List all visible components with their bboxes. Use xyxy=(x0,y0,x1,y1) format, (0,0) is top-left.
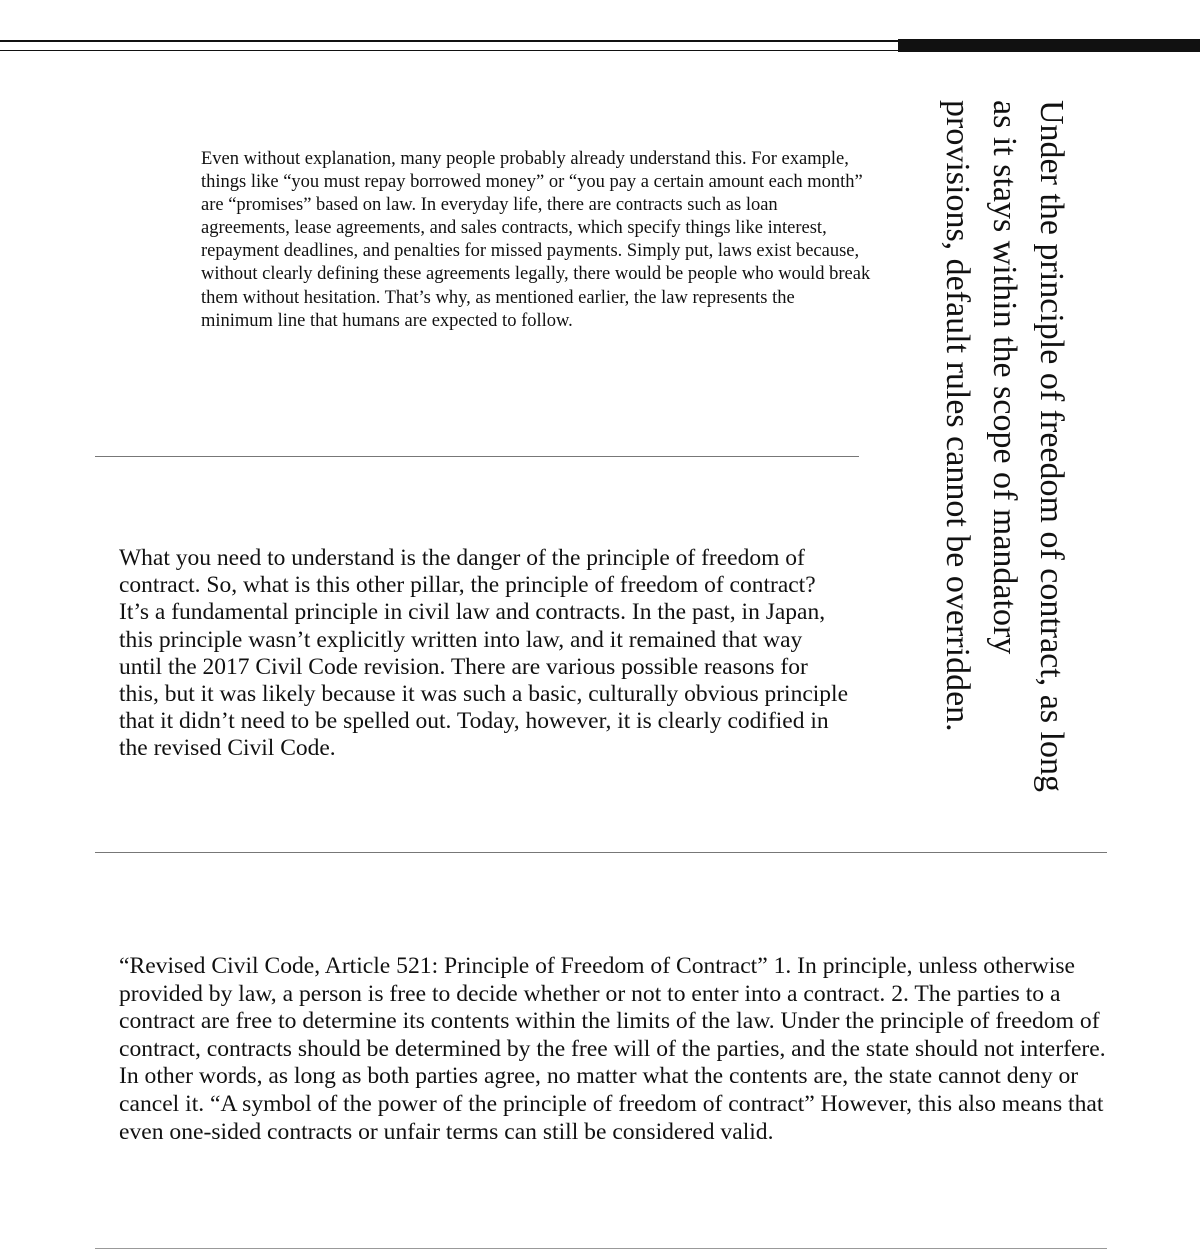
pull-quote: Under the principle of freedom of contract, as long as it stays within the scope of mandatory provisions, default rules cannot be overridden. xyxy=(939,100,1070,793)
intro-paragraph: Even without explanation, many people probably already understand this. For example, things like “you must repay borrowed money” or “you pay a certain amount each month” are “promises” based on law. In everyday life, there are contracts such as loan agreements, lease agreements, and sales contracts, which specify things like interest, repayment deadlines, and penalties for missed payments. Simply put, laws exist because, without clearly defining these agreements legally, there would be people who would break them without hesitation. That’s why, as mentioned earlier, the law represents the minimum line that humans are expected to follow. xyxy=(201,149,871,331)
article-521-paragraph: “Revised Civil Code, Article 521: Principle of Freedom of Contract” 1. In principle, unless otherwise provided by law, a person is free to decide whether or not to enter into a contract. 2. The parties to a contract are free to determine its contents within the limits of the law. Under the principle of freedom of contract, contracts should be determined by the free will of the parties, and the state should not interfere. In other words, as long as both parties agree, no matter what the contents are, the state cannot deny or cancel it. “A symbol of the power of the principle of freedom of contract” However, this also means that even one-sided contracts or unfair terms can still be considered valid. xyxy=(119,953,1106,1145)
freedom-of-contract-paragraph: What you need to understand is the danger of the principle of freedom of contract. So, what is this other pillar, the principle of freedom of contract? It’s a fundamental principle in civil law and contracts. In the past, in Japan, this principle wasn’t explicitly written into law, and it remained that way until the 2017 Civil Code revision. There are various possible reasons for this, but it was likely because it was such a basic, culturally obvious principle that it didn’t need to be spelled out. Today, however, it is clearly codified in the revised Civil Code. xyxy=(119,545,848,762)
section-divider xyxy=(95,1248,1107,1249)
top-rule xyxy=(0,40,900,42)
top-rule-secondary xyxy=(0,50,900,51)
section-divider xyxy=(95,456,859,457)
section-divider xyxy=(95,852,1107,853)
top-rule-accent xyxy=(898,39,1200,52)
